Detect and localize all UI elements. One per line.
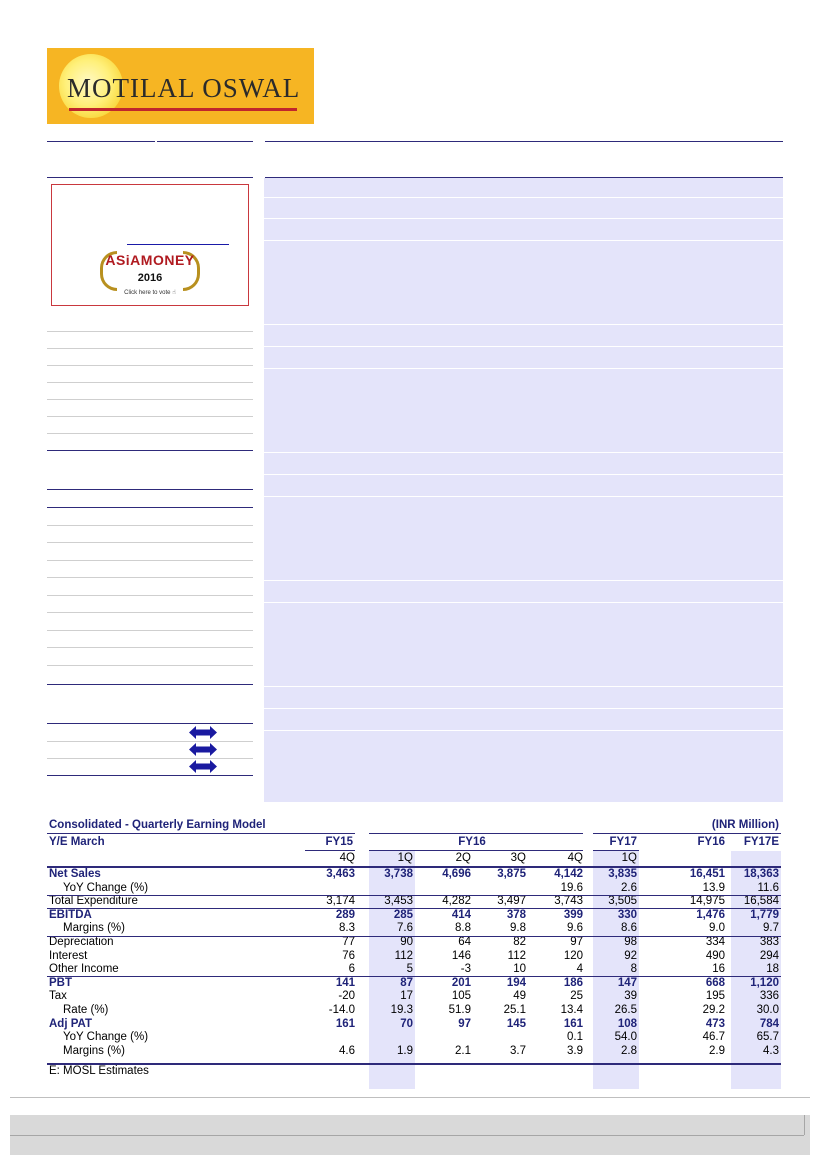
row-label: YoY Change (%) [63,1031,149,1044]
award-banner[interactable] [51,184,249,306]
table-cell: 9.8 [510,922,526,935]
table-cell: 399 [563,908,583,921]
table-cell: 26.5 [614,1004,637,1016]
table-cell: 9.6 [567,922,583,935]
table-cell: 92 [624,949,637,962]
table-cell: 4,282 [442,895,471,908]
table-cell: 186 [563,976,583,989]
footer-bar [10,1115,810,1155]
table-cell: 195 [705,990,725,1003]
table-cell: 330 [617,908,637,921]
double-arrow-icon [189,760,217,773]
table-cell: 11.6 [757,881,779,894]
table-cell: 3,743 [554,895,583,908]
table-row [47,922,781,936]
table-cell: 8.8 [455,922,471,935]
table-cell: 4.3 [763,1044,779,1057]
table-cell: 8 [630,963,637,976]
table-cell: 161 [563,1017,583,1030]
table-row [47,1045,781,1059]
row-label: Tax [49,990,67,1003]
row-label: EBITDA [49,908,92,921]
table-cell: 4 [576,963,583,976]
table-cell: 112 [507,949,526,962]
table-cell: -20 [338,990,355,1003]
row-divider [47,976,781,977]
table-cell: 473 [705,1017,725,1030]
table-cell: 105 [451,990,471,1003]
hand-pointer-icon: ☝ [172,290,176,296]
table-row [47,868,781,882]
footer-rule [10,1097,810,1098]
table-cell: 145 [506,1017,526,1030]
table-cell: 16,584 [743,895,779,908]
table-cell: 3,174 [326,895,355,908]
table-cell: 90 [400,936,413,948]
table-row [47,1031,781,1045]
table-cell: 87 [400,976,413,989]
table-cell: 3.7 [510,1044,526,1057]
table-cell: 4,142 [554,868,583,880]
row-label: Net Sales [49,868,101,880]
header-rule [47,141,155,142]
table-cell: 201 [451,976,471,989]
table-row [47,882,781,896]
table-cell: 25.1 [503,1004,526,1016]
table-cell: 784 [759,1017,779,1030]
table-cell: 54.0 [614,1031,637,1044]
table-cell: 49 [513,990,526,1003]
table-cell: 3,875 [497,868,526,880]
row-label: Margins (%) [63,1044,125,1057]
quarter-header: 4Q [339,852,355,864]
table-cell: 4,696 [442,868,471,880]
table-cell: 17 [400,990,413,1003]
table-cell: 3,835 [608,868,637,880]
table-cell: 76 [342,949,355,962]
table-cell: 65.7 [756,1031,779,1044]
table-cell: 112 [394,949,413,962]
summary-panel [264,178,783,802]
table-cell: 13.9 [702,881,725,894]
table-cell: 3,497 [497,895,526,908]
table-cell: 97 [570,936,583,948]
group-header: FY17E [743,836,779,848]
table-cell: 3.9 [567,1044,583,1057]
award-year: 2016 [137,272,163,284]
header-rule [157,141,253,142]
table-row [47,895,781,909]
table-cell: 490 [705,949,725,962]
table-cell: 285 [393,908,413,921]
table-cell: -14.0 [328,1004,355,1016]
table-cell: 5 [406,963,413,976]
quarter-header: 2Q [455,852,471,864]
table-cell: 2.1 [455,1044,471,1057]
logo-wordmark: MOTILAL OSWAL [67,73,301,103]
table-row [47,950,781,964]
table-cell: 3,453 [384,895,413,908]
table-cell: 13.4 [560,1004,583,1016]
double-arrow-icon [189,743,217,756]
table-cell: 82 [513,936,526,948]
table-row [47,963,781,977]
row-label: PBT [49,976,72,989]
table-cell: 8.6 [621,922,637,935]
table-cell: 414 [451,908,471,921]
table-title: Consolidated - Quarterly Earning Model [49,819,266,831]
table-cell: 19.6 [560,881,583,894]
table-cell: 2.6 [621,881,637,894]
table-cell: 29.2 [702,1004,725,1016]
table-cell: 39 [624,990,637,1003]
table-cell: 108 [617,1017,637,1030]
table-cell: 18,363 [743,868,779,880]
ye-label: Y/E March [49,836,105,848]
table-cell: 334 [705,936,725,948]
row-label: Other Income [49,963,119,976]
table-cell: 77 [342,936,355,948]
group-header: FY16 [697,836,725,848]
table-cell: 383 [759,936,779,948]
table-cell: 46.7 [702,1031,725,1044]
group-header: FY16 [458,836,486,848]
table-cell: 9.7 [763,922,779,935]
table-cell: 3,505 [608,895,637,908]
row-label: Interest [49,949,88,962]
group-header: FY15 [325,836,353,848]
table-cell: 16,451 [689,868,725,880]
quarter-header: 4Q [567,852,583,864]
table-cell: 378 [506,908,526,921]
table-cell: 2.8 [621,1044,637,1057]
table-cell: 1.9 [397,1044,413,1057]
table-cell: 19.3 [390,1004,413,1016]
table-cell: 120 [563,949,583,962]
double-arrow-icon [189,726,217,739]
table-cell: 0.1 [567,1031,583,1044]
award-link-underline [127,244,229,245]
row-divider [47,895,781,896]
table-cell: 194 [506,976,526,989]
table-cell: 30.0 [756,1004,779,1016]
quarter-header: 1Q [397,852,413,864]
table-cell: 4.6 [339,1044,355,1057]
table-cell: 97 [458,1017,471,1030]
row-label: Rate (%) [63,1004,109,1016]
table-cell: 7.6 [397,922,413,935]
table-cell: 1,779 [750,908,779,921]
table-cell: -3 [460,963,471,976]
table-cell: 3,738 [384,868,413,880]
table-cell: 51.9 [448,1004,471,1016]
row-divider [47,908,781,909]
table-row [47,909,781,923]
row-label: Depreciation [49,936,114,948]
group-header: FY17 [609,836,637,848]
table-cell: 18 [766,963,779,976]
row-divider [47,936,781,937]
logo-underline [69,108,297,111]
table-cell: 289 [335,908,355,921]
table-cell: 9.0 [709,922,725,935]
table-row [47,936,781,950]
header-rule [47,177,253,178]
table-cell: 8.3 [339,922,355,935]
row-label: Margins (%) [63,922,125,935]
table-cell: 3,463 [326,868,355,880]
quarter-header: 3Q [510,852,526,864]
table-cell: 668 [705,976,725,989]
quarter-header: 1Q [621,852,637,864]
table-cell: 70 [400,1017,413,1030]
table-cell: 6 [348,963,355,976]
table-cell: 2.9 [709,1044,725,1057]
award-brand: ASiAMONEY [105,252,195,268]
row-label: YoY Change (%) [63,881,149,894]
table-cell: 294 [759,949,779,962]
table-cell: 147 [617,976,637,989]
table-row [47,1018,781,1032]
table-row [47,977,781,991]
table-cell: 161 [335,1017,355,1030]
table-cell: 146 [451,949,471,962]
table-row [47,990,781,1004]
table-cell: 25 [570,990,583,1003]
vote-link[interactable]: Click here to vote ☝ [124,290,176,296]
table-cell: 64 [458,936,471,948]
row-label: Total Expenditure [49,895,138,908]
table-cell: 10 [513,963,526,976]
table-cell: 141 [335,976,355,989]
table-cell: 16 [712,963,725,976]
table-cell: 14,975 [689,895,725,908]
table-cell: 336 [759,990,779,1003]
table-footnote: E: MOSL Estimates [49,1065,149,1077]
table-unit: (INR Million) [711,819,779,831]
table-row [47,1004,781,1018]
row-label: Adj PAT [49,1017,93,1030]
header-rule [265,141,783,142]
table-cell: 1,120 [750,976,779,989]
company-logo [47,48,314,124]
table-cell: 1,476 [696,908,725,921]
table-cell: 98 [624,936,637,948]
